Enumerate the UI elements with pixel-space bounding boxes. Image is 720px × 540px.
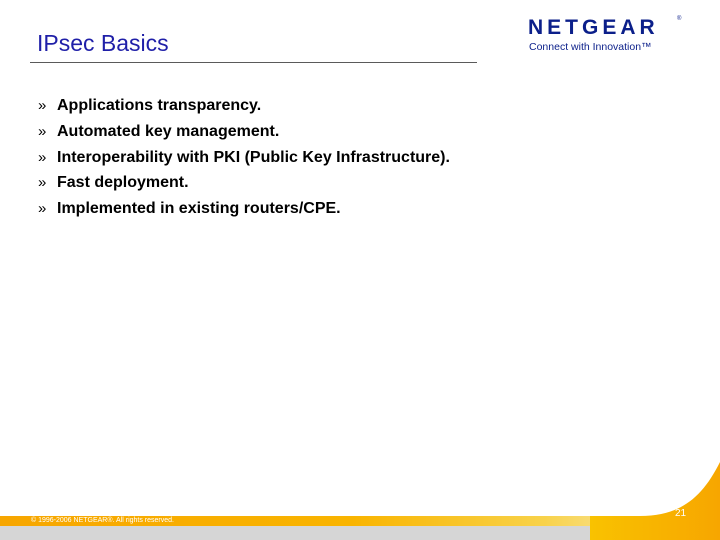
logo-tagline: Connect with Innovation™ <box>529 41 652 53</box>
bullet-item <box>38 200 450 226</box>
logo-wordmark: NETGEAR <box>528 16 659 39</box>
bullet-text: Applications transparency. <box>57 97 262 114</box>
bullet-text: Interoperability with PKI (Public Key Infrastructure). <box>57 148 450 166</box>
bullet-text: Automated key management. <box>57 122 280 140</box>
bullet-marker-icon: » <box>38 200 47 218</box>
bullet-list <box>38 97 450 226</box>
footer-swoosh-shape <box>590 462 720 540</box>
page-number: 21 <box>675 508 687 519</box>
bullet-marker-icon: » <box>38 97 47 114</box>
title-underline <box>30 62 477 63</box>
bullet-item <box>38 123 450 149</box>
logo-registered-mark: ® <box>677 16 682 22</box>
slide-title: IPsec Basics <box>37 30 169 56</box>
netgear-logo <box>528 16 688 56</box>
copyright-notice: © 1996-2006 NETGEAR®. All rights reserved. <box>31 517 174 524</box>
bullet-item <box>38 174 450 200</box>
bullet-text: Fast deployment. <box>57 174 189 192</box>
bullet-text: Implemented in existing routers/CPE. <box>57 200 341 218</box>
bullet-marker-icon: » <box>38 174 47 192</box>
bullet-item <box>38 97 450 123</box>
bullet-marker-icon: » <box>38 148 47 166</box>
bullet-marker-icon: » <box>38 122 47 140</box>
bullet-item <box>38 149 450 175</box>
